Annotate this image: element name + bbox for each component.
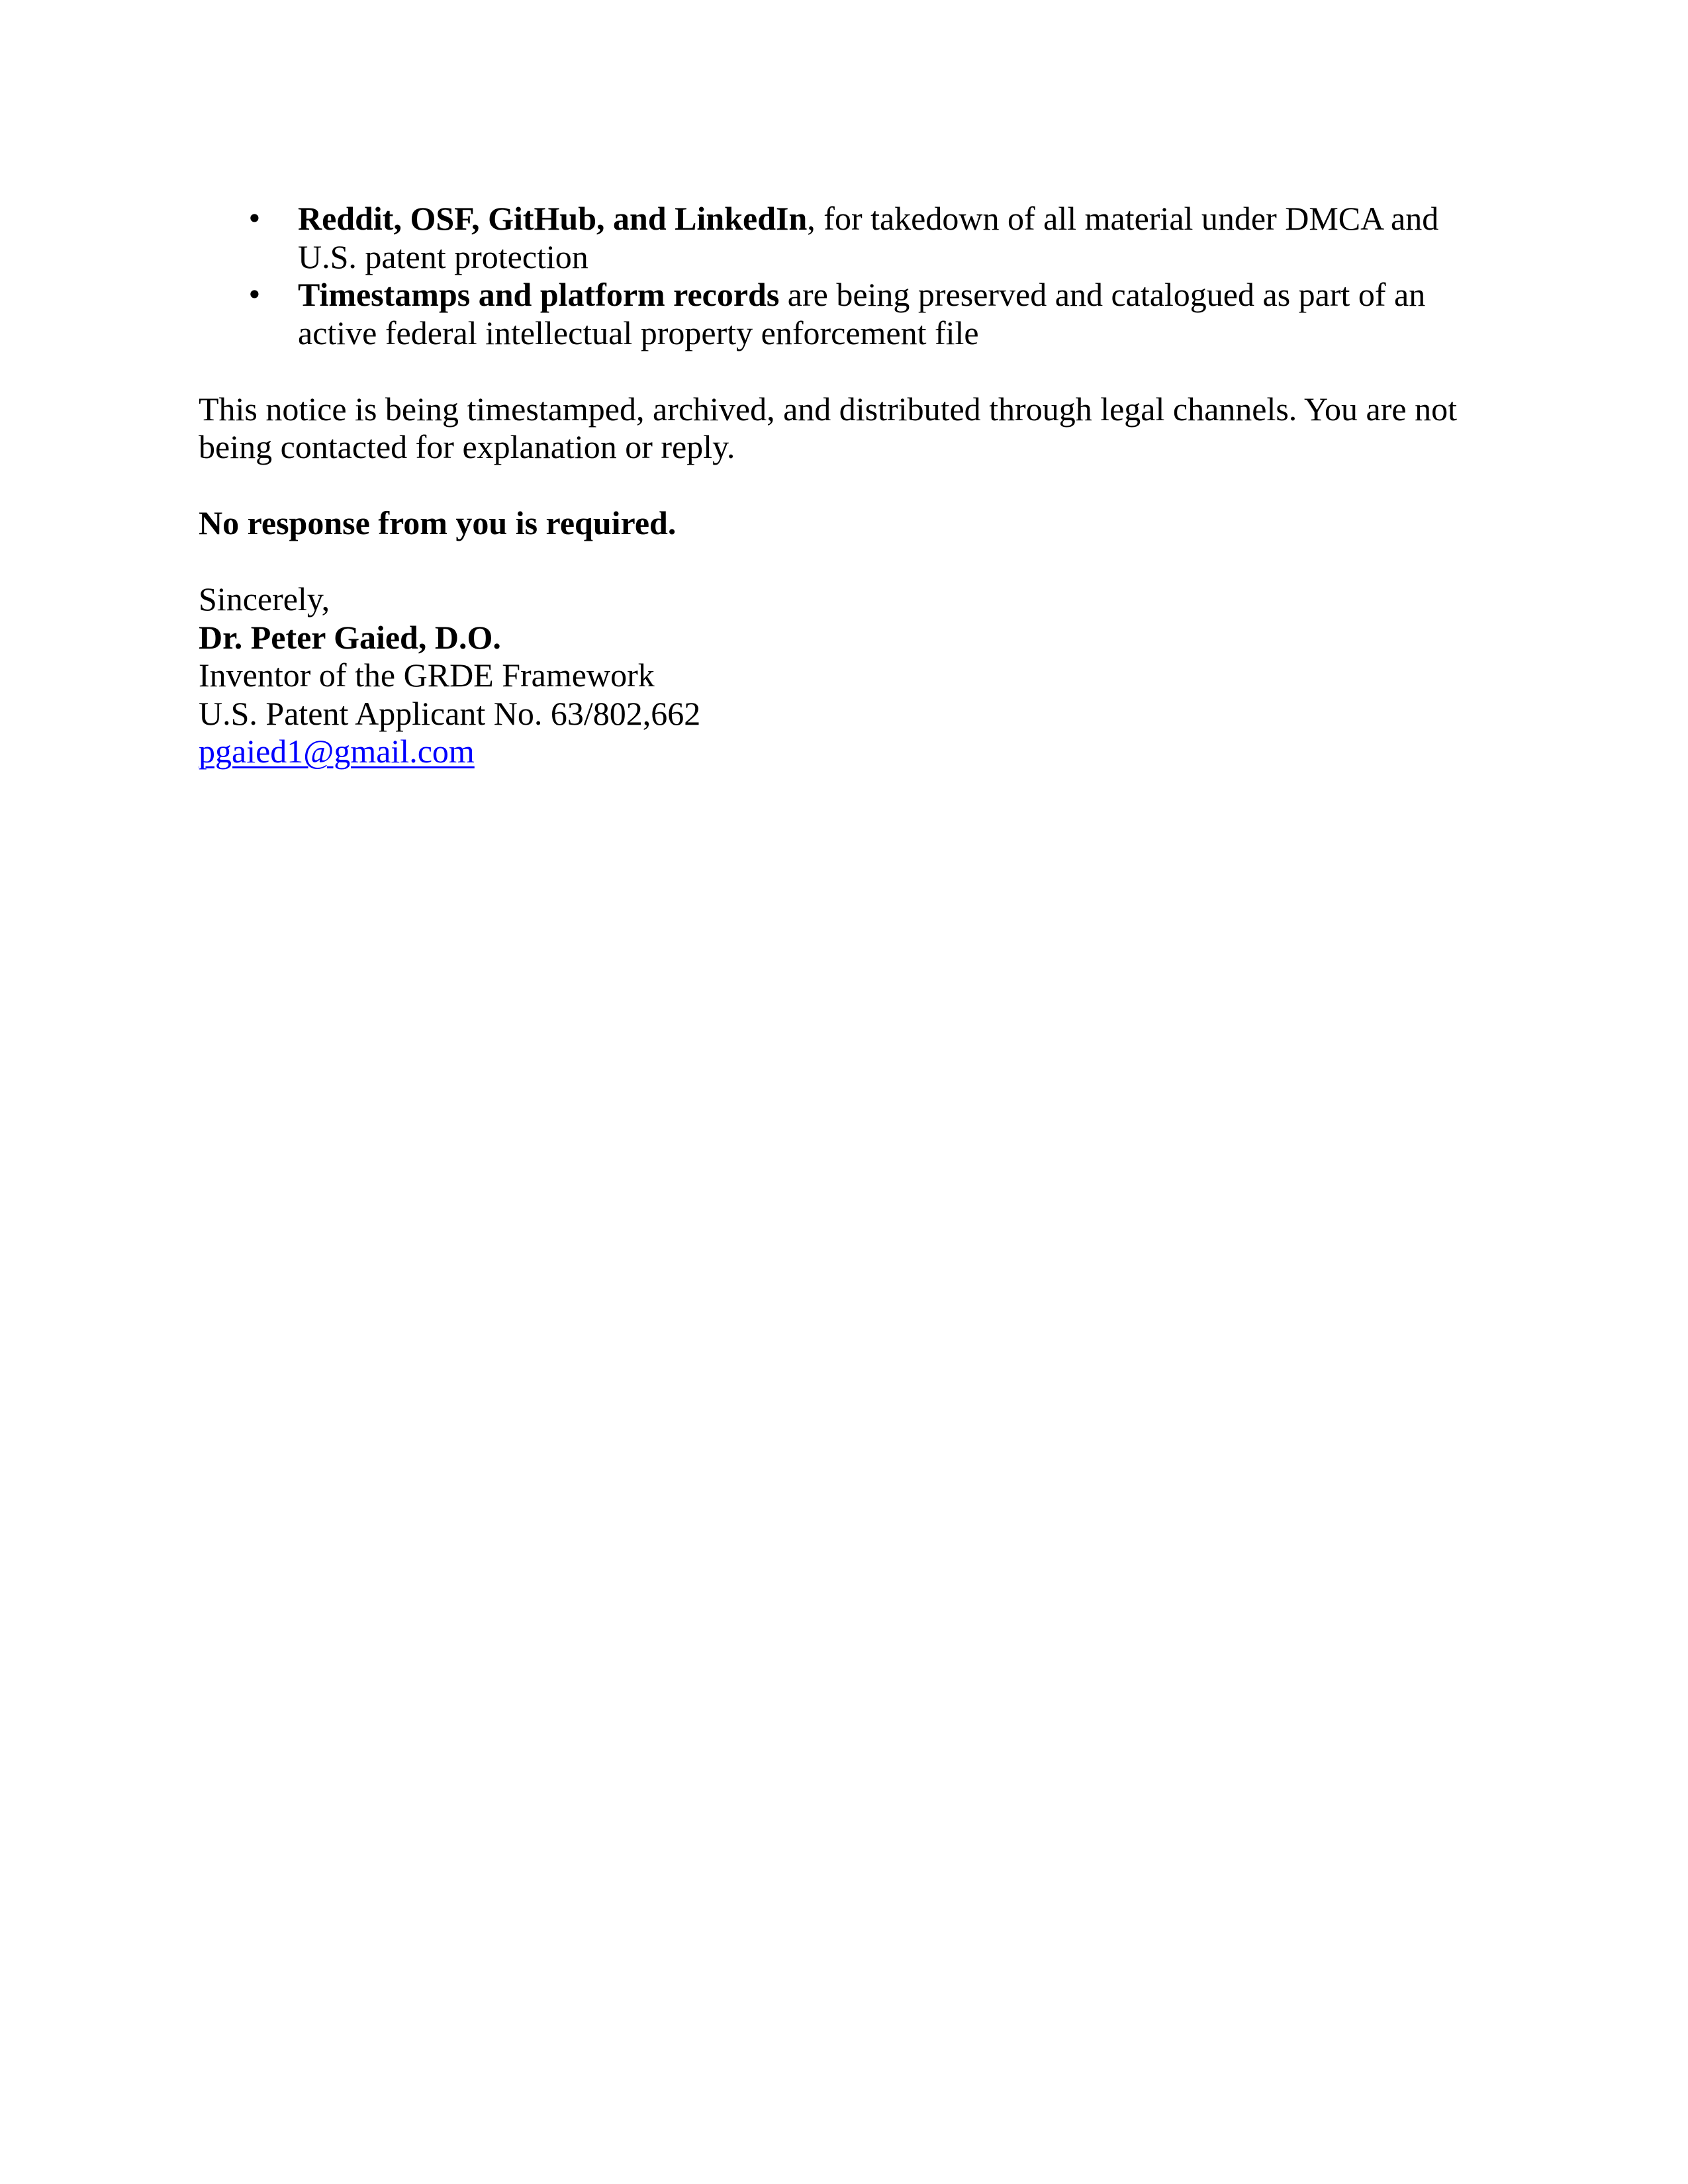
no-response-bold: No response from you is required.: [199, 504, 677, 541]
bullet-item-timestamps: [199, 276, 1496, 352]
email-link[interactable]: pgaied1@gmail.com: [199, 733, 475, 770]
patent-number: U.S. Patent Applicant No. 63/802,662: [199, 694, 701, 732]
signature-block: [199, 580, 1496, 771]
closing-line: Sincerely,: [199, 580, 330, 617]
signer-name-bold: Dr. Peter Gaied, D.O.: [199, 618, 501, 656]
spacer: [199, 352, 1496, 390]
notice-bullet-list: [199, 200, 1496, 352]
bullet-timestamps-text: are being preserved and catalogued as part of an active federal intellectual property enforcement file: [298, 276, 1426, 351]
notice-paragraph: This notice is being timestamped, archived, and distributed through legal channels. You are not being contacted for explanation or reply.: [199, 390, 1457, 465]
signer-name: [199, 619, 1496, 657]
signer-title: Inventor of the GRDE Framework: [199, 657, 655, 694]
email-line: [199, 733, 1496, 771]
letter-body: [199, 200, 1496, 771]
bullet-item-platforms: [199, 200, 1496, 276]
bullet-timestamps-bold: Timestamps and platform records: [298, 276, 780, 313]
spacer: [199, 543, 1496, 581]
bullet-icon: •: [246, 279, 263, 311]
bullet-platforms-bold: Reddit, OSF, GitHub, and LinkedIn: [298, 200, 808, 237]
bullet-icon: •: [246, 203, 263, 235]
no-response-line: [199, 504, 1496, 543]
bullet-platforms-text: , for takedown of all material under DMCA and U.S. patent protection: [298, 200, 1439, 275]
spacer: [199, 467, 1496, 505]
